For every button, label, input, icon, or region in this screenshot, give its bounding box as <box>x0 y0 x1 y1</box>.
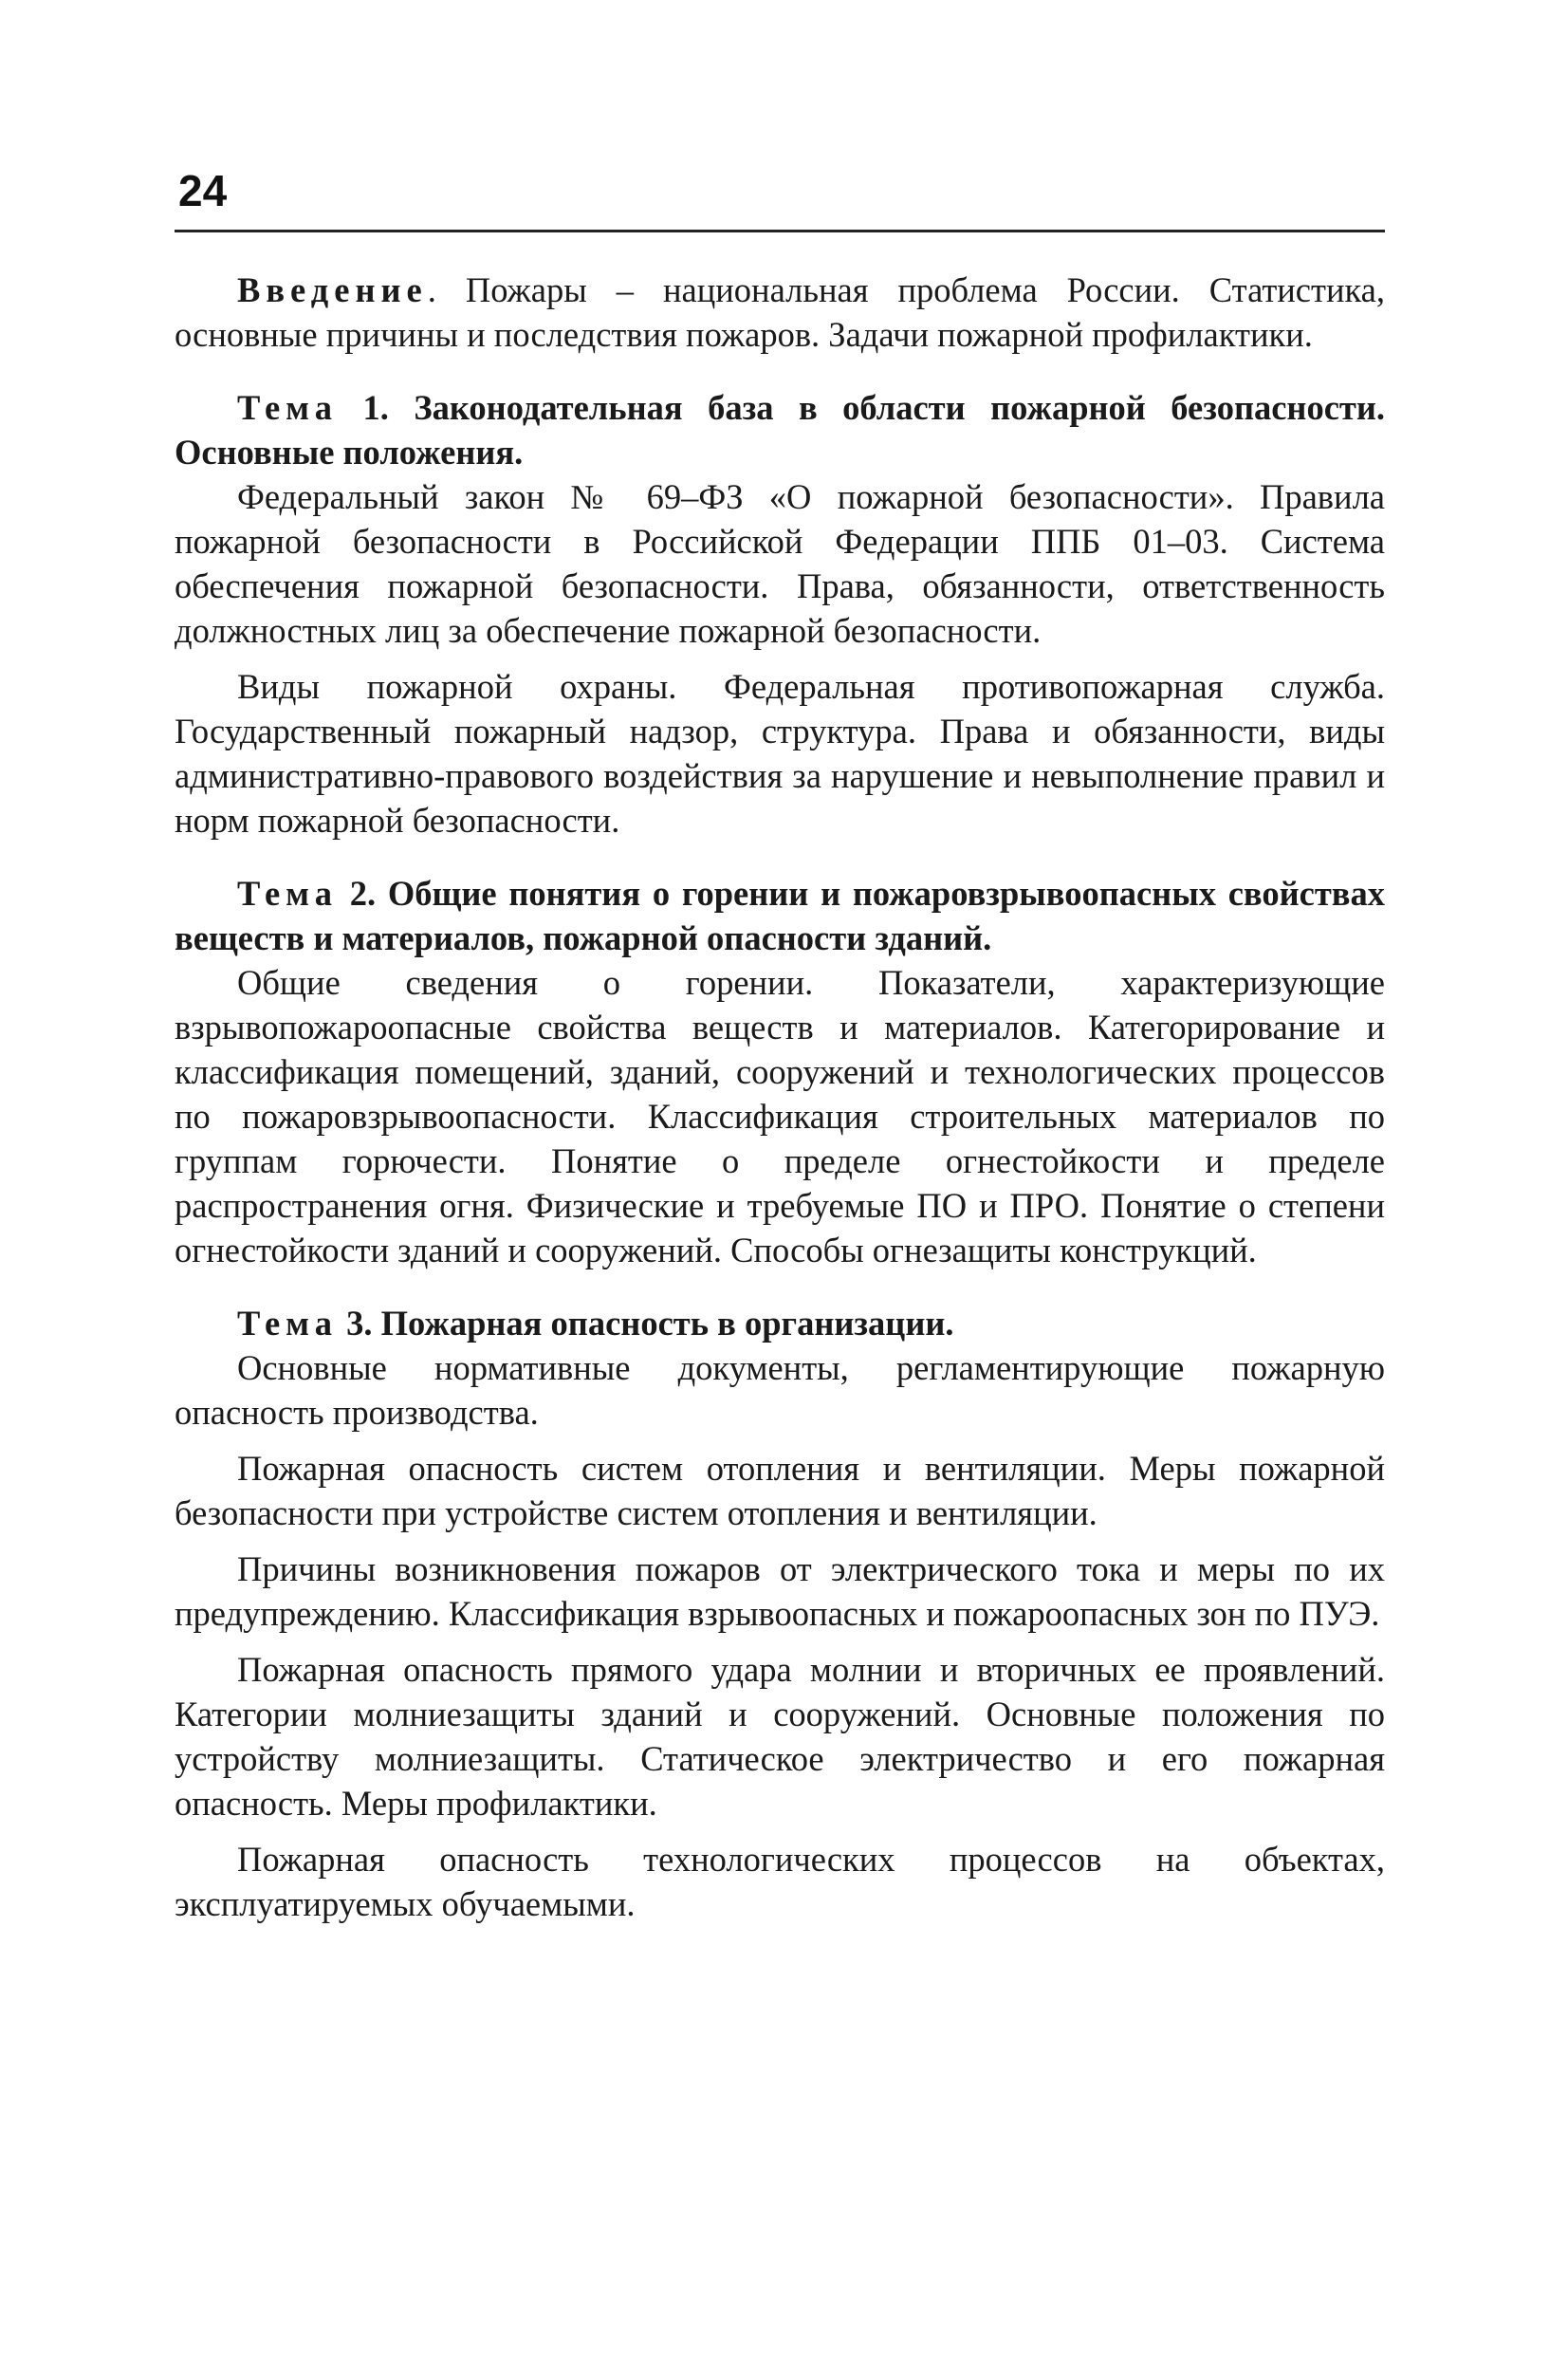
page-number: 24 <box>178 166 228 215</box>
topic-2-number: 2. <box>338 874 388 913</box>
topic-3-label: Тема <box>237 1304 339 1343</box>
topic-1-label: Тема <box>237 388 339 427</box>
page-content <box>175 268 1385 1937</box>
topic-3-title: Пожарная опасность в организации. <box>380 1304 954 1343</box>
topic-1-title: Законодательная база в области пожарной безопасности. Основные положения. <box>175 388 1385 472</box>
topic-3-paragraph-4: Пожарная опасность прямого удара молнии и вторичных ее проявлений. Категории молниезащиты зданий и сооружений. Основные положения по устройству молниезащиты. Статическое электричество и его пожарная опасность. Меры профилактики. <box>175 1650 1385 1823</box>
topic-3-paragraph-2: Пожарная опасность систем отопления и вентиляции. Меры пожарной безопасности при устройстве систем отопления и вентиляции. <box>175 1449 1385 1532</box>
topic-2-title: Общие понятия о горении и пожаровзрывоопасных свойствах веществ и материалов, пожарной опасности зданий. <box>175 874 1385 957</box>
topic-2-heading <box>175 871 1385 960</box>
topic-1-paragraph-1: Федеральный закон № 69–ФЗ «О пожарной безопасности». Правила пожарной безопасности в Российской Федерации ППБ 01–03. Система обеспечения пожарной безопасности. Права, обязанности, ответственность должностных лиц за обеспечение пожарной безопасности. <box>175 477 1385 650</box>
topic-3-paragraph-5: Пожарная опасность технологических процессов на объектах, эксплуатируемых обучаемыми. <box>175 1840 1385 1923</box>
header-rule <box>175 230 1385 232</box>
topic-3-paragraph-3: Причины возникновения пожаров от электрического тока и меры по их предупреждению. Классификация взрывоопасных и пожароопасных зон по ПУЭ. <box>175 1549 1385 1633</box>
intro-paragraph <box>175 268 1385 357</box>
topic-1-paragraph-2: Виды пожарной охраны. Федеральная противопожарная служба. Государственный пожарный надзор, структура. Права и обязанности, виды административно-правового воздействия за нарушение и невыполнение правил и норм пожарной безопасности. <box>175 667 1385 840</box>
topic-3-paragraph-1: Основные нормативные документы, регламентирующие пожарную опасность производства. <box>175 1348 1385 1432</box>
topic-2-paragraph-1: Общие сведения о горении. Показатели, характеризующие взрывопожароопасные свойства веществ и материалов. Категорирование и классификация помещений, зданий, сооружений и технологических процессов по пожаровзрывоопасности. Классификация строительных материалов по группам горючести. Понятие о пределе огнестойкости и пределе распространения огня. Физические и требуемые ПО и ПРО. Понятие о степени огнестойкости зданий и сооружений. Способы огнезащиты конструкций. <box>175 963 1385 1269</box>
intro-punct: . <box>427 270 436 309</box>
topic-1-number: 1. <box>338 388 415 427</box>
topic-3-heading <box>175 1301 1385 1345</box>
topic-2-label: Тема <box>237 874 339 913</box>
intro-label: Введение <box>237 270 428 309</box>
intro-text: Пожары – национальная проблема России. Статистика, основные причины и последствия пожаров. Задачи пожарной профилактики. <box>175 270 1385 354</box>
topic-1-heading <box>175 385 1385 474</box>
topic-3-number: 3. <box>338 1304 381 1343</box>
